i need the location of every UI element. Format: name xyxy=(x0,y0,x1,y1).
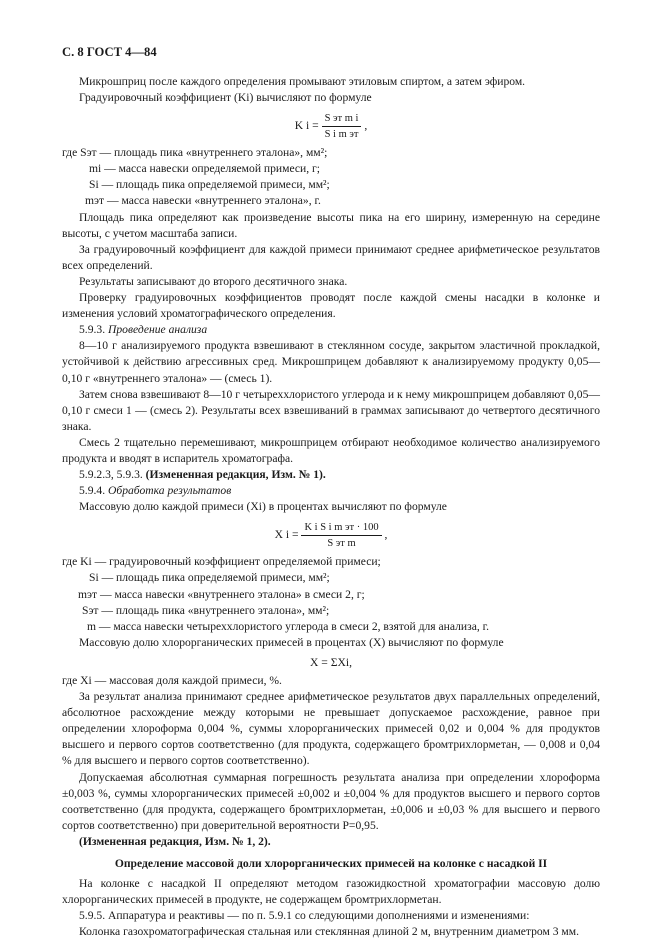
formula-numerator: K i S i m эт · 100 xyxy=(301,521,381,536)
formula-left: K i = xyxy=(294,119,319,133)
paragraph: Колонка газохроматографическая стальная или стеклянная длиной 2 м, внутренним диаметром 3 мм. xyxy=(79,925,580,939)
edition-text: (Измененная редакция, Изм. № 1). xyxy=(145,468,326,482)
paragraph: На колонке с насадкой II определяют методом газожидкостной хроматографии массовую долю хлорорганических примесей в продукте, не содержащем бромтрихлорметан. xyxy=(62,877,600,907)
legend-line: mэт — масса навески «внутреннего эталона» в смеси 2, г; xyxy=(78,587,365,601)
formula-tail: , xyxy=(384,528,388,542)
legend-line: где Xi — массовая доля каждой примеси, %. xyxy=(62,674,282,687)
legend-line: mэт — масса навески «внутреннего эталона», г. xyxy=(85,194,321,208)
paragraph: Допускаемая абсолютная суммарная погрешность результата анализа при определении хлороформа ±0,003 %, суммы хлорорганических примесей ±0,002 и ±0,004 % для продуктов высшего и первого сортов соответственно (для продукта, содержащего бромтрихлорметан, ±0,006 и ±0,03 % для высшего и первого сортов соответственно) при доверительной вероятности P=0,95. xyxy=(62,770,600,832)
edition-note: (Измененная редакция, Изм. № 1, 2). xyxy=(79,834,271,848)
legend-line: где Ki — градуировочный коэффициент определяемой примеси; xyxy=(62,555,381,569)
paragraph: 5.9.5. Аппаратура и реактивы — по п. 5.9.1 со следующими дополнениями и изменениями: xyxy=(79,909,530,923)
legend-line: где Sэт — площадь пика «внутреннего эталона», мм²; xyxy=(62,146,328,160)
edition-ref: 5.9.2.3, 5.9.3. xyxy=(79,468,143,482)
paragraph: Проверку градуировочных коэффициентов проводят после каждой смены насадки в колонке и изменения условий хроматографического определения. xyxy=(62,291,600,321)
formula-left: X i = xyxy=(274,528,299,542)
legend-line: Si — площадь пика определяемой примеси, мм²; xyxy=(89,571,330,585)
formula-tail: , xyxy=(364,119,368,133)
document-body xyxy=(62,74,600,941)
formula-fraction xyxy=(322,112,362,141)
formula-ki xyxy=(62,112,600,141)
section-number: 5.9.4. xyxy=(79,484,106,498)
legend-line: mi — масса навески определяемой примеси, г; xyxy=(89,162,321,176)
paragraph: За результат анализа принимают среднее арифметическое результатов двух параллельных определений, абсолютное расхождение между которыми не превышает допускаемое расхождение, равное при определении хлороформа 0,004 %, суммы хлорорганических примесей 0,02 и 0,004 % для продуктов высшего и первого сортов соответственно (для продукта, содержащего бромтрихлорметан, — 0,008 и 0,04 % для высшего и первого сортов соответственно). xyxy=(62,690,600,768)
legend-line: m — масса навески четыреххлористого углерода в смеси 2, взятой для анализа, г. xyxy=(87,619,489,633)
paragraph: Смесь 2 тщательно перемешивают, микрошприцем отбирают необходимое количество анализируемого продукта и вводят в испаритель хроматографа. xyxy=(62,435,600,465)
paragraph: Результаты записывают до второго десятичного знака. xyxy=(79,274,348,288)
section-heading-593 xyxy=(62,322,600,338)
paragraph: Массовую долю хлорорганических примесей в процентах (X) вычисляют по формуле xyxy=(79,635,504,649)
formula-xi xyxy=(62,521,600,550)
paragraph: Массовую долю каждой примеси (Xi) в процентах вычисляют по формуле xyxy=(79,500,447,514)
formula-numerator: S эт m i xyxy=(322,112,362,127)
page-header: С. 8 ГОСТ 4—84 xyxy=(62,45,157,59)
paragraph: Площадь пика определяют как произведение высоты пика на его ширину, измеренную на середине высоты, с учетом масштаба записи. xyxy=(62,210,600,240)
legend-line: Si — площадь пика определяемой примеси, мм²; xyxy=(89,178,330,192)
paragraph: 8—10 г анализируемого продукта взвешивают в стеклянном сосуде, закрытом эластичной прокладкой, устойчивой к действию агрессивных сред. Микрошприцем добавляют к анализируемому продукту 0,05—0,10 г «внутреннего эталона» — (смесь 1). xyxy=(62,339,600,385)
formula-fraction xyxy=(301,521,381,550)
formula-x-sum: X = ΣXi, xyxy=(310,655,352,669)
formula-denominator: S эт m xyxy=(327,538,356,550)
paragraph: За градуировочный коэффициент для каждой примеси принимают среднее арифметическое результатов всех определений. xyxy=(62,242,600,272)
section-heading: Определение массовой доли хлорорганических примесей на колонке с насадкой II xyxy=(114,857,548,871)
edition-note xyxy=(62,467,600,483)
section-number: 5.9.3. xyxy=(79,323,106,337)
section-title: Проведение анализа xyxy=(108,323,208,337)
paragraph: Микрошприц после каждого определения промывают этиловым спиртом, а затем эфиром. xyxy=(79,75,526,88)
formula-denominator: S i m эт xyxy=(324,129,359,141)
section-heading-594 xyxy=(62,483,600,499)
section-title: Обработка результатов xyxy=(108,484,232,498)
legend-line: Sэт — площадь пика «внутреннего эталона», мм²; xyxy=(82,603,330,617)
paragraph: Затем снова взвешивают 8—10 г четыреххлористого углерода и к нему микрошприцем добавляют 0,05—0,10 г смеси 1 — (смесь 2). Результаты всех взвешиваний в граммах записывают до четвертого десятичного знака. xyxy=(62,387,600,433)
paragraph: Градуировочный коэффициент (Ki) вычисляют по формуле xyxy=(79,91,372,105)
